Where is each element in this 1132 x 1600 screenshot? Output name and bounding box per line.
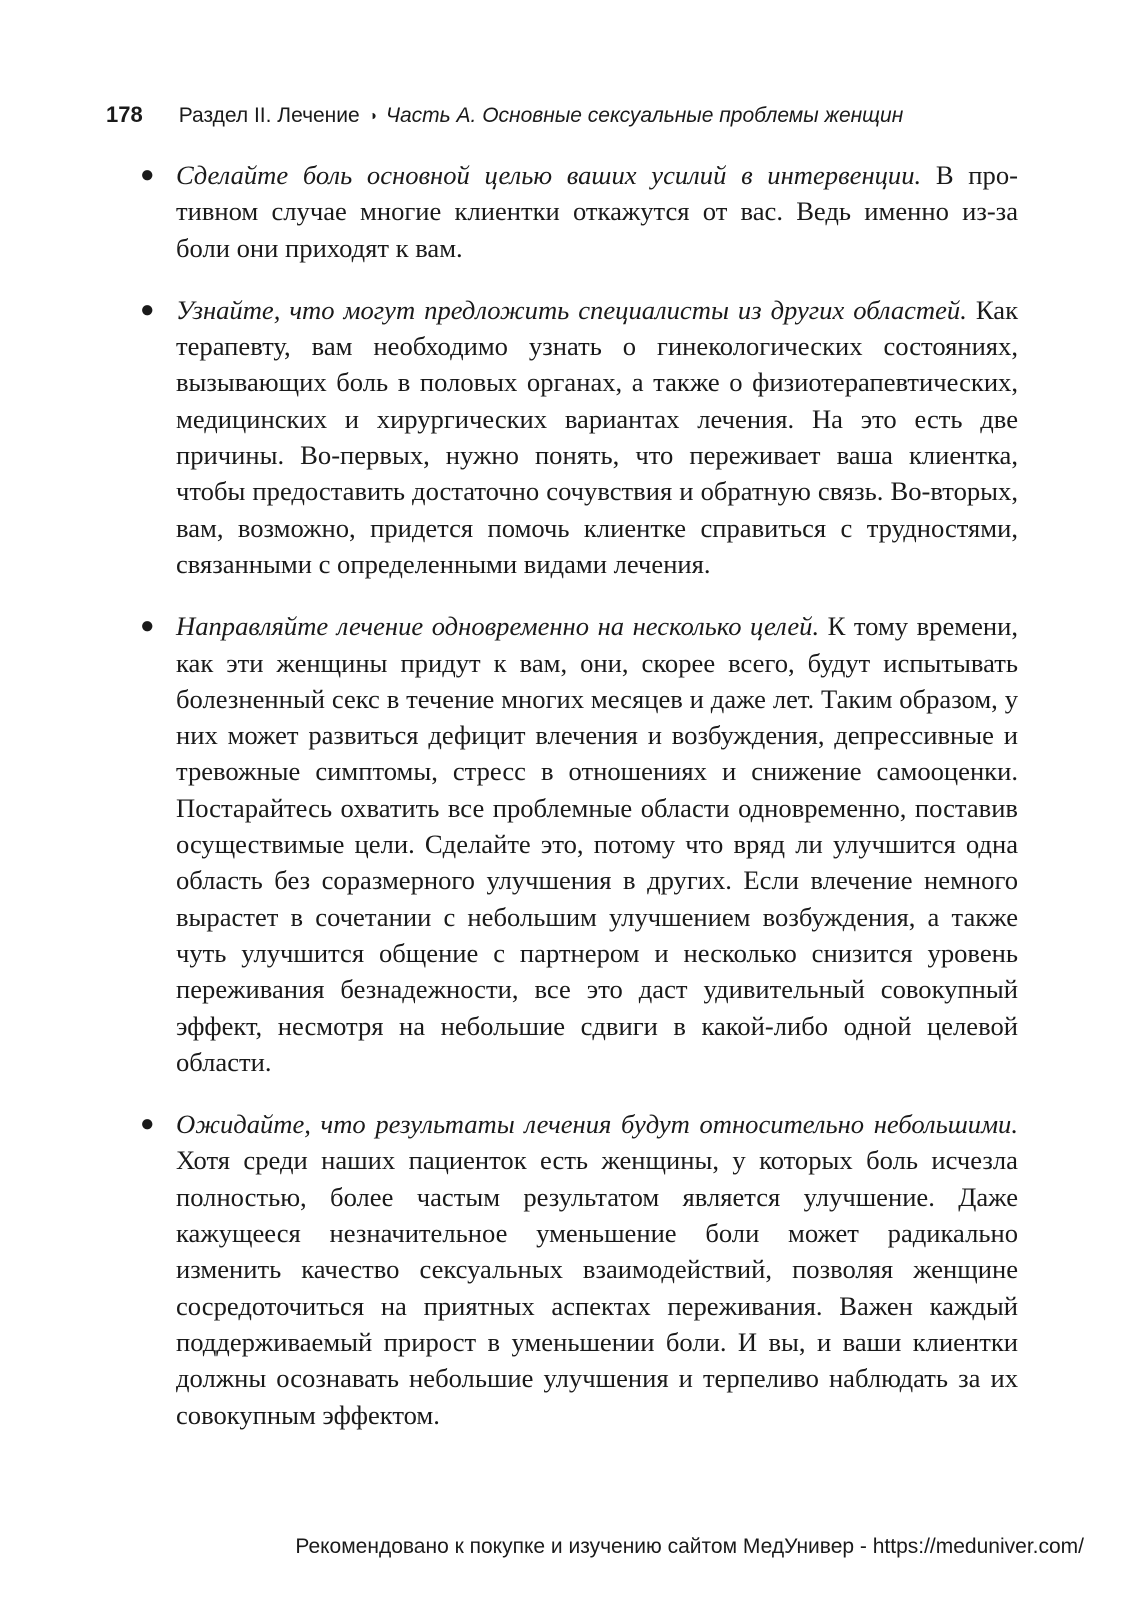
main-text (140, 157, 1018, 1459)
bullet-lead: Сделайте боль основной целью ваших усилий в интервенции. (176, 160, 922, 190)
bullet-item (140, 292, 1018, 582)
footer-note: Рекомендовано к покупке и изучению сайтом МедУнивер - https://meduniver.com/ (295, 1535, 1084, 1558)
bullet-icon: ● (140, 296, 155, 323)
bullet-body: Хотя среди наших пациенток есть женщины, у которых боль исчезла полностью, более частым результатом является улучшение. Даже кажущееся незначительное уменьшение боли может радикально изменить качество сексуальных взаимодействий, позволяя женщине сосредоточиться на приятных аспектах переживания. Важен каждый поддерживаемый прирост в уменьшении боли. И вы, и ваши клиентки должны осознавать небольшие улучшения и терпеливо наблюдать за их совокупным эффектом. (176, 1145, 1018, 1430)
section-title: Раздел II. Лечение (178, 104, 360, 127)
part-title: Часть А. Основные сексуальные проблемы женщин (385, 104, 904, 127)
bullet-body: Как терапевту, вам необходимо узнать о гинекологических состояниях, вызывающих боль в половых органах, а также о физиотерапевтических, медицинских и хирургических вариантах лечения. На это есть две причины. Во-первых, нужно понять, что переживает ваша клиентка, чтобы предоставить достаточно сочувствия и обратную связь. Во-вторых, вам, возможно, придется помочь клиентке справиться с трудностями, связанными с определенными видами лечения. (176, 294, 1018, 579)
bullet-item (140, 157, 1018, 266)
bullet-item (140, 1106, 1018, 1433)
bullet-body: К тому времени, как эти женщины придут к вам, они, скорее всего, будут испытывать болезненный секс в течение многих месяцев и даже лет. Таким образом, у них может развиться дефицит влечения и возбуждения, депрессивные и тревожные симптомы, стресс в отношениях и снижение самооценки. Постарайтесь охватить все проблемные области одновременно, поставив осуществимые цели. Сделайте это, потому что вряд ли улучшится одна область без соразмерного улучшения в других. Если влечение немного вырастет в сочетании с небольшим улучшением возбуждения, а также чуть улучшится общение с партнером и несколько снизится уровень переживания безнадежности, все это даст удивительный совокупный эффект, несмотря на небольшие сдвиги в какой-либо одной целевой области. (176, 611, 1018, 1077)
bullet-item (140, 608, 1018, 1080)
bullet-lead: Ожидайте, что результаты лечения будут относительно небольшими. (176, 1109, 1018, 1140)
separator-icon: ◑ (368, 107, 378, 123)
page-number: 178 (106, 102, 143, 127)
bullet-icon: ● (140, 613, 155, 640)
bullet-lead: Направляйте лечение одновременно на несколько целей. (176, 611, 820, 642)
bullet-lead: Узнайте, что могут предложить специалисты из других областей. (176, 294, 967, 325)
running-head (106, 100, 1026, 132)
bullet-body: В противном случае многие клиентки откажутся от вас. Ведь именно из-за боли они приходят к вам. (176, 160, 1018, 263)
bullet-icon: ● (140, 162, 155, 188)
bullet-icon: ● (140, 1111, 155, 1138)
